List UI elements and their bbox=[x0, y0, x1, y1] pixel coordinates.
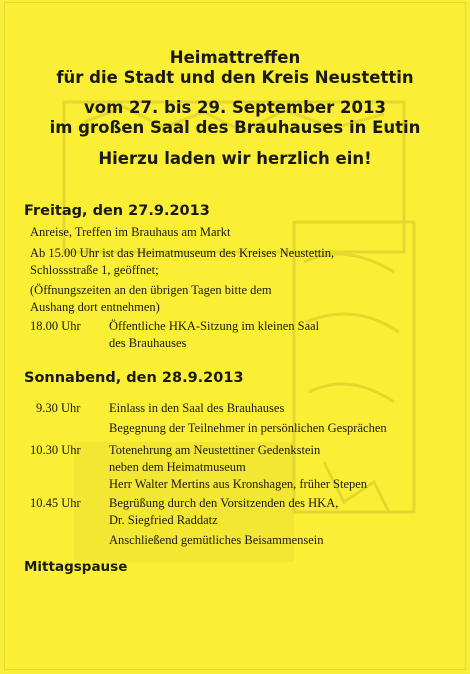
invitation-line: Hierzu laden wir herzlich ein! bbox=[98, 149, 372, 168]
friday-event-time: 18.00 Uhr bbox=[30, 319, 81, 333]
title-line-1: Heimattreffen bbox=[169, 48, 301, 67]
date-line: vom 27. bis 29. September 2013 bbox=[84, 98, 386, 117]
title-block bbox=[4, 48, 466, 88]
saturday-event-1-text: Einlass in den Saal des Brauhauses bbox=[109, 401, 285, 415]
saturday-event-2-time: 10.30 Uhr bbox=[30, 443, 81, 457]
saturday-event-2-text-1: Totenehrung am Neustettiner Gedenkstein bbox=[109, 443, 321, 457]
title-line-2: für die Stadt und den Kreis Neustettin bbox=[56, 68, 414, 87]
friday-museum-2: Schlossstraße 1, geöffnet; bbox=[30, 263, 159, 277]
friday-heading: Freitag, den 27.9.2013 bbox=[24, 203, 210, 219]
saturday-event-2-text-2: neben dem Heimatmuseum bbox=[109, 460, 246, 474]
flyer-page bbox=[4, 2, 466, 670]
friday-museum-1: Ab 15.00 Uhr ist das Heimatmuseum des Kreises Neustettin, bbox=[30, 246, 335, 260]
saturday-event-1-text-2: Begegnung der Teilnehmer in persönlichen Gesprächen bbox=[109, 421, 387, 435]
date-block bbox=[4, 98, 466, 138]
venue-line: im großen Saal des Brauhauses in Eutin bbox=[49, 118, 421, 137]
saturday-event-3-text-3: Anschließend gemütliches Beisammensein bbox=[109, 533, 324, 547]
saturday-heading: Sonnabend, den 28.9.2013 bbox=[24, 370, 244, 386]
saturday-event-1-time: 9.30 Uhr bbox=[36, 401, 81, 415]
friday-hours-2: Aushang dort entnehmen) bbox=[30, 300, 160, 314]
saturday-event-2-text-3: Herr Walter Mertins aus Kronshagen, früher Stepen bbox=[109, 477, 368, 491]
lunch-break-heading: Mittagspause bbox=[24, 559, 128, 575]
saturday-event-3-text-1: Begrüßung durch den Vorsitzenden des HKA, bbox=[109, 496, 339, 510]
saturday-event-3-text-2: Dr. Siegfried Raddatz bbox=[109, 513, 218, 527]
friday-event-text-2: des Brauhauses bbox=[109, 336, 187, 350]
friday-event-text-1: Öffentliche HKA-Sitzung im kleinen Saal bbox=[109, 319, 320, 333]
friday-arrival: Anreise, Treffen im Brauhaus am Markt bbox=[30, 225, 231, 239]
saturday-event-3-time: 10.45 Uhr bbox=[30, 496, 81, 510]
friday-hours-1: (Öffnungszeiten an den übrigen Tagen bitte dem bbox=[30, 283, 272, 297]
